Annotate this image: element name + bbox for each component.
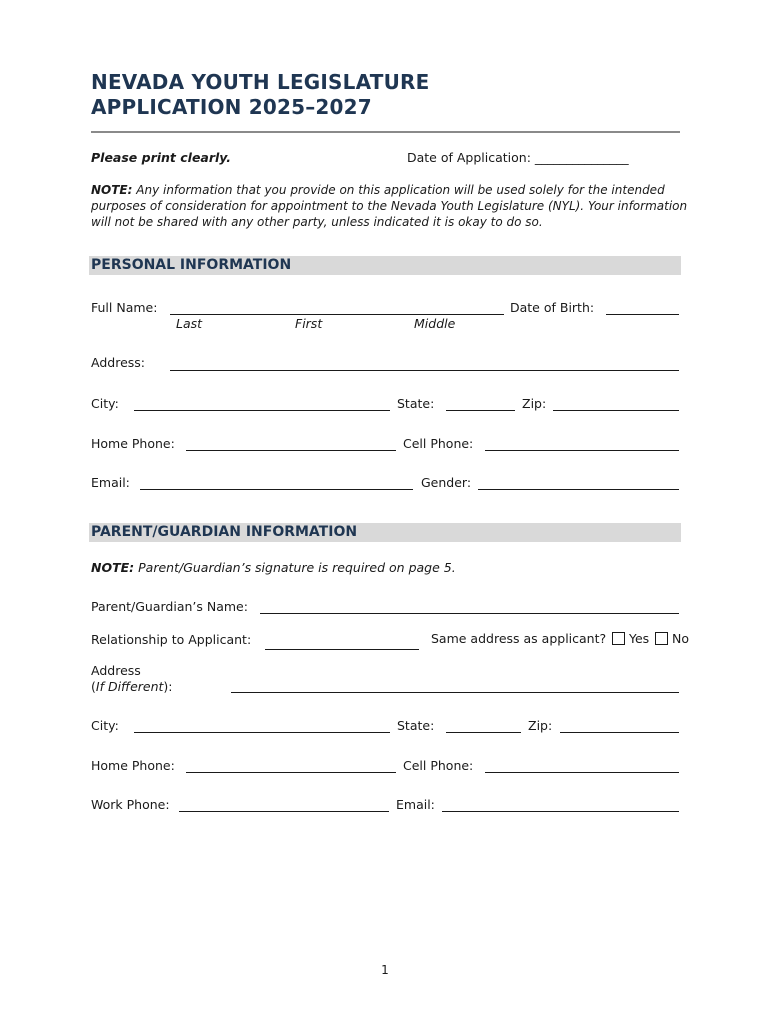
guardian-cell-phone-label: Cell Phone: [403, 758, 474, 773]
guardian-home-phone-label: Home Phone: [91, 758, 175, 773]
zip-field[interactable] [553, 410, 679, 411]
guardian-note-label: NOTE: [91, 560, 135, 575]
email-label: Email: [91, 475, 130, 490]
yes-label: Yes [629, 631, 650, 646]
guardian-work-phone-label: Work Phone: [91, 797, 170, 812]
date-of-birth-label: Date of Birth: [510, 300, 595, 315]
page-title [91, 70, 429, 120]
full-name-field[interactable] [170, 314, 504, 315]
address-field[interactable] [170, 370, 679, 371]
page-number: 1 [381, 963, 389, 977]
guardian-note-text: Parent/Guardian’s signature is required on page 5. [134, 560, 456, 575]
full-name-label: Full Name: [91, 300, 158, 315]
guardian-city-label: City: [91, 718, 119, 733]
guardian-state-label: State: [397, 718, 435, 733]
guardian-address-field[interactable] [231, 692, 679, 693]
guardian-work-phone-field[interactable] [179, 811, 389, 812]
note-text: Any information that you provide on this application will be used solely for the intended purposes of consideration for appointment to the Nevada Youth Legislature (NYL). Your information will not be shared with any other party, unless indicated it is okay to do so. [91, 183, 688, 229]
guardian-note [91, 560, 456, 575]
sub-label-last: Last [176, 316, 203, 331]
guardian-name-label: Parent/Guardian’s Name: [91, 599, 248, 614]
personal-info-heading: PERSONAL INFORMATION [91, 257, 292, 273]
state-field[interactable] [446, 410, 515, 411]
guardian-city-field[interactable] [134, 732, 390, 733]
guardian-state-field[interactable] [446, 732, 521, 733]
city-label: City: [91, 396, 119, 411]
email-field[interactable] [140, 489, 413, 490]
guardian-address-label-line1: Address [91, 663, 141, 678]
state-label: State: [397, 396, 435, 411]
guardian-home-phone-field[interactable] [186, 772, 396, 773]
sub-label-middle: Middle [414, 316, 456, 331]
same-address-label: Same address as applicant? [431, 631, 607, 646]
print-clearly-text: Please print clearly. [91, 150, 232, 165]
relationship-field[interactable] [265, 649, 419, 650]
cell-phone-label: Cell Phone: [403, 436, 474, 451]
home-phone-label: Home Phone: [91, 436, 175, 451]
paren-close: ): [163, 679, 173, 694]
gender-label: Gender: [421, 475, 472, 490]
paren-open: ( [91, 679, 96, 694]
if-different-text: If Different [95, 679, 164, 694]
guardian-address-label-line2 [91, 679, 173, 694]
guardian-info-heading: PARENT/GUARDIAN INFORMATION [91, 524, 358, 540]
title-line-1: NEVADA YOUTH LEGISLATURE [91, 70, 430, 94]
sub-label-first: First [295, 316, 323, 331]
guardian-email-label: Email: [396, 797, 435, 812]
guardian-zip-field[interactable] [560, 732, 679, 733]
same-address-no-checkbox[interactable] [655, 632, 668, 645]
guardian-email-field[interactable] [442, 811, 679, 812]
cell-phone-field[interactable] [485, 450, 679, 451]
zip-label: Zip: [522, 396, 547, 411]
note-label: NOTE: [91, 183, 133, 197]
address-label: Address: [91, 355, 145, 370]
home-phone-field[interactable] [186, 450, 396, 451]
guardian-zip-label: Zip: [528, 718, 553, 733]
title-line-2: APPLICATION 2025–2027 [91, 95, 372, 119]
city-field[interactable] [134, 410, 390, 411]
no-label: No [672, 631, 689, 646]
title-divider [91, 131, 680, 133]
privacy-note [91, 182, 691, 230]
same-address-yes-checkbox[interactable] [612, 632, 625, 645]
date-of-birth-field[interactable] [606, 314, 679, 315]
date-of-application[interactable]: Date of Application: _______________ [407, 150, 629, 165]
gender-field[interactable] [478, 489, 679, 490]
guardian-cell-phone-field[interactable] [485, 772, 679, 773]
relationship-label: Relationship to Applicant: [91, 632, 252, 647]
guardian-name-field[interactable] [260, 613, 679, 614]
